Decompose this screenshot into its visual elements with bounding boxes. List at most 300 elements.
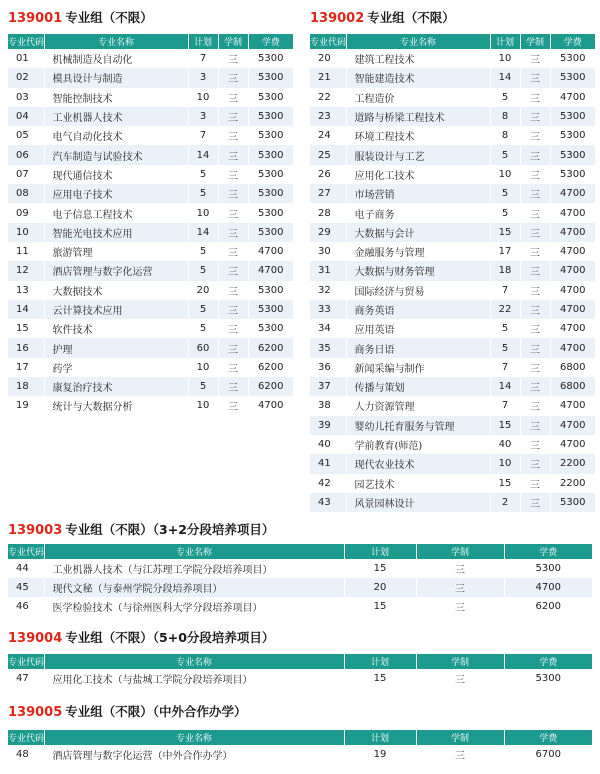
- cell-fee: 4700: [550, 281, 595, 300]
- cell-years: 三: [520, 338, 550, 357]
- cell-fee: 5300: [248, 126, 293, 145]
- col-years: 学制: [218, 34, 248, 49]
- cell-plan: 15: [490, 416, 520, 435]
- cell-fee: 6800: [550, 358, 595, 377]
- group-label: 专业组（不限）: [65, 10, 153, 25]
- cell-name: 工程造价: [346, 88, 490, 107]
- cell-years: 三: [218, 68, 248, 87]
- col-fee: 学费: [550, 34, 595, 49]
- cell-name: 学前教育(师范): [346, 435, 490, 454]
- cell-years: 三: [520, 88, 550, 107]
- cell-fee: 2200: [550, 474, 595, 493]
- cell-code: 08: [8, 184, 44, 203]
- table-row: [310, 184, 595, 203]
- cell-name: 风景园林设计: [346, 493, 490, 512]
- table-row: [8, 184, 293, 203]
- cell-plan: 17: [490, 242, 520, 261]
- cell-fee: 6200: [248, 338, 293, 357]
- cell-plan: 3: [188, 107, 218, 126]
- group-title-139001: [8, 8, 153, 28]
- cell-fee: 5300: [248, 107, 293, 126]
- cell-years: 三: [520, 165, 550, 184]
- cell-years: 三: [416, 559, 504, 578]
- cell-name: 园艺技术: [346, 474, 490, 493]
- cell-years: 三: [218, 165, 248, 184]
- table-row: [310, 416, 595, 435]
- table-row: [310, 358, 595, 377]
- cell-name: 模具设计与制造: [44, 68, 188, 87]
- group-title-139004: [8, 628, 274, 648]
- cell-plan: 5: [188, 261, 218, 280]
- cell-plan: 10: [490, 454, 520, 473]
- cell-code: 13: [8, 281, 44, 300]
- cell-code: 25: [310, 145, 346, 164]
- cell-name: 医学检验技术（与徐州医科大学分段培养项目）: [44, 597, 344, 616]
- cell-fee: 5300: [248, 145, 293, 164]
- table-row: [8, 396, 293, 415]
- cell-name: 应用化工技术（与盐城工学院分段培养项目）: [44, 669, 344, 688]
- table-139001: [8, 34, 293, 416]
- cell-fee: 6200: [504, 597, 592, 616]
- table-row: [8, 223, 293, 242]
- cell-fee: 4700: [504, 578, 592, 597]
- table-row: [310, 165, 595, 184]
- cell-name: 大数据与财务管理: [346, 261, 490, 280]
- cell-name: 酒店管理与数字化运营（中外合作办学）: [44, 745, 344, 764]
- cell-code: 24: [310, 126, 346, 145]
- cell-code: 45: [8, 578, 44, 597]
- table-body: [8, 49, 293, 416]
- cell-years: 三: [218, 145, 248, 164]
- cell-fee: 6700: [504, 745, 592, 764]
- cell-plan: 14: [490, 377, 520, 396]
- cell-plan: 40: [490, 435, 520, 454]
- cell-years: 三: [218, 88, 248, 107]
- table-139003: [8, 544, 592, 616]
- cell-fee: 4700: [248, 242, 293, 261]
- cell-plan: 8: [490, 126, 520, 145]
- cell-name: 电子信息工程技术: [44, 203, 188, 222]
- table-139005: [8, 730, 592, 764]
- cell-code: 28: [310, 203, 346, 222]
- cell-code: 31: [310, 261, 346, 280]
- cell-years: 三: [520, 223, 550, 242]
- cell-plan: 5: [490, 88, 520, 107]
- group-id: 139002: [310, 11, 365, 26]
- cell-plan: 7: [490, 281, 520, 300]
- cell-code: 05: [8, 126, 44, 145]
- cell-name: 新闻采编与制作: [346, 358, 490, 377]
- col-name: 专业名称: [44, 730, 344, 745]
- cell-plan: 15: [490, 223, 520, 242]
- cell-plan: 5: [490, 145, 520, 164]
- cell-fee: 5300: [248, 88, 293, 107]
- cell-code: 23: [310, 107, 346, 126]
- col-name: 专业名称: [44, 654, 344, 669]
- cell-code: 19: [8, 396, 44, 415]
- cell-years: 三: [218, 242, 248, 261]
- col-name: 专业名称: [346, 34, 490, 49]
- table-row: [310, 435, 595, 454]
- col-fee: 学费: [504, 730, 592, 745]
- cell-code: 47: [8, 669, 44, 688]
- table-row: [310, 203, 595, 222]
- cell-code: 17: [8, 358, 44, 377]
- cell-code: 07: [8, 165, 44, 184]
- cell-years: 三: [520, 242, 550, 261]
- cell-name: 建筑工程技术: [346, 49, 490, 68]
- cell-name: 婴幼儿托育服务与管理: [346, 416, 490, 435]
- cell-plan: 10: [188, 88, 218, 107]
- table-row: [310, 474, 595, 493]
- cell-plan: 8: [490, 107, 520, 126]
- group-id: 139003: [8, 523, 63, 538]
- cell-years: 三: [218, 319, 248, 338]
- col-plan: 计划: [344, 544, 416, 559]
- cell-years: 三: [218, 281, 248, 300]
- group-id: 139004: [8, 631, 63, 646]
- cell-years: 三: [520, 145, 550, 164]
- cell-years: 三: [416, 745, 504, 764]
- cell-name: 云计算技术应用: [44, 300, 188, 319]
- cell-plan: 5: [188, 377, 218, 396]
- col-years: 学制: [416, 730, 504, 745]
- cell-code: 33: [310, 300, 346, 319]
- table-row: [8, 300, 293, 319]
- cell-years: 三: [218, 300, 248, 319]
- cell-code: 35: [310, 338, 346, 357]
- table-row: [310, 126, 595, 145]
- cell-plan: 60: [188, 338, 218, 357]
- col-years: 学制: [416, 654, 504, 669]
- cell-code: 44: [8, 559, 44, 578]
- cell-name: 电子商务: [346, 203, 490, 222]
- cell-code: 26: [310, 165, 346, 184]
- cell-code: 27: [310, 184, 346, 203]
- cell-plan: 15: [490, 474, 520, 493]
- cell-years: 三: [520, 416, 550, 435]
- cell-code: 12: [8, 261, 44, 280]
- cell-code: 29: [310, 223, 346, 242]
- cell-fee: 4700: [550, 300, 595, 319]
- cell-name: 服装设计与工艺: [346, 145, 490, 164]
- cell-plan: 14: [188, 145, 218, 164]
- cell-name: 应用化工技术: [346, 165, 490, 184]
- cell-code: 36: [310, 358, 346, 377]
- cell-name: 康复治疗技术: [44, 377, 188, 396]
- table-row: [8, 377, 293, 396]
- cell-fee: 4700: [550, 223, 595, 242]
- cell-plan: 10: [188, 396, 218, 415]
- cell-code: 32: [310, 281, 346, 300]
- table-row: [310, 319, 595, 338]
- cell-years: 三: [218, 338, 248, 357]
- cell-name: 应用英语: [346, 319, 490, 338]
- cell-name: 药学: [44, 358, 188, 377]
- cell-name: 护理: [44, 338, 188, 357]
- cell-name: 传播与策划: [346, 377, 490, 396]
- cell-name: 现代农业技术: [346, 454, 490, 473]
- cell-name: 旅游管理: [44, 242, 188, 261]
- cell-years: 三: [520, 396, 550, 415]
- cell-name: 酒店管理与数字化运营: [44, 261, 188, 280]
- cell-fee: 5300: [550, 107, 595, 126]
- col-code: 专业代码: [8, 730, 44, 745]
- cell-name: 环境工程技术: [346, 126, 490, 145]
- cell-code: 02: [8, 68, 44, 87]
- cell-fee: 4700: [550, 416, 595, 435]
- table-row: [310, 454, 595, 473]
- table-row: [8, 281, 293, 300]
- cell-code: 11: [8, 242, 44, 261]
- group-label: 专业组（不限）（中外合作办学）: [65, 704, 247, 719]
- cell-years: 三: [520, 435, 550, 454]
- table-body: [8, 669, 592, 688]
- cell-years: 三: [218, 49, 248, 68]
- cell-fee: 4700: [550, 88, 595, 107]
- cell-name: 大数据与会计: [346, 223, 490, 242]
- cell-code: 10: [8, 223, 44, 242]
- cell-code: 20: [310, 49, 346, 68]
- table-row: [8, 578, 592, 597]
- cell-fee: 5300: [248, 319, 293, 338]
- cell-fee: 4700: [550, 184, 595, 203]
- cell-years: 三: [520, 49, 550, 68]
- table-row: [310, 300, 595, 319]
- table-row: [8, 88, 293, 107]
- col-years: 学制: [416, 544, 504, 559]
- cell-years: 三: [218, 396, 248, 415]
- cell-name: 智能控制技术: [44, 88, 188, 107]
- cell-plan: 5: [188, 319, 218, 338]
- table-row: [310, 281, 595, 300]
- group-label: 专业组（不限）（3+2分段培养项目）: [65, 522, 275, 537]
- cell-years: 三: [520, 319, 550, 338]
- cell-name: 金融服务与管理: [346, 242, 490, 261]
- cell-years: 三: [218, 184, 248, 203]
- table-row: [8, 319, 293, 338]
- cell-name: 工业机器人技术（与江苏理工学院分段培养项目）: [44, 559, 344, 578]
- cell-plan: 10: [490, 49, 520, 68]
- cell-name: 国际经济与贸易: [346, 281, 490, 300]
- col-years: 学制: [520, 34, 550, 49]
- group-label: 专业组（不限）（5+0分段培养项目）: [65, 630, 275, 645]
- col-plan: 计划: [344, 730, 416, 745]
- cell-name: 汽车制造与试验技术: [44, 145, 188, 164]
- cell-name: 人力资源管理: [346, 396, 490, 415]
- cell-code: 43: [310, 493, 346, 512]
- cell-name: 应用电子技术: [44, 184, 188, 203]
- col-plan: 计划: [490, 34, 520, 49]
- cell-fee: 4700: [550, 435, 595, 454]
- cell-fee: 5300: [248, 281, 293, 300]
- cell-plan: 14: [188, 223, 218, 242]
- cell-plan: 19: [344, 745, 416, 764]
- cell-code: 48: [8, 745, 44, 764]
- cell-fee: 6200: [248, 358, 293, 377]
- cell-fee: 5300: [248, 223, 293, 242]
- cell-plan: 14: [490, 68, 520, 87]
- table-row: [8, 597, 592, 616]
- table-row: [8, 358, 293, 377]
- table-body: [310, 49, 595, 512]
- cell-code: 16: [8, 338, 44, 357]
- cell-code: 15: [8, 319, 44, 338]
- cell-code: 21: [310, 68, 346, 87]
- cell-years: 三: [520, 184, 550, 203]
- cell-code: 09: [8, 203, 44, 222]
- cell-years: 三: [520, 300, 550, 319]
- table-row: [8, 126, 293, 145]
- cell-fee: 5300: [550, 126, 595, 145]
- cell-plan: 5: [490, 338, 520, 357]
- cell-years: 三: [218, 358, 248, 377]
- cell-years: 三: [520, 281, 550, 300]
- col-code: 专业代码: [310, 34, 346, 49]
- table-row: [8, 165, 293, 184]
- col-fee: 学费: [504, 654, 592, 669]
- cell-plan: 22: [490, 300, 520, 319]
- cell-fee: 5300: [504, 669, 592, 688]
- cell-plan: 7: [490, 396, 520, 415]
- cell-years: 三: [218, 107, 248, 126]
- cell-plan: 18: [490, 261, 520, 280]
- cell-code: 30: [310, 242, 346, 261]
- group-id: 139001: [8, 11, 63, 26]
- cell-code: 42: [310, 474, 346, 493]
- cell-plan: 7: [188, 49, 218, 68]
- cell-years: 三: [416, 578, 504, 597]
- cell-years: 三: [520, 493, 550, 512]
- cell-plan: 7: [188, 126, 218, 145]
- table-row: [8, 107, 293, 126]
- cell-fee: 5300: [248, 300, 293, 319]
- cell-code: 14: [8, 300, 44, 319]
- group-id: 139005: [8, 705, 63, 720]
- col-name: 专业名称: [44, 544, 344, 559]
- cell-fee: 5300: [550, 165, 595, 184]
- cell-plan: 5: [490, 184, 520, 203]
- cell-years: 三: [520, 107, 550, 126]
- cell-name: 统计与大数据分析: [44, 396, 188, 415]
- cell-code: 04: [8, 107, 44, 126]
- cell-fee: 4700: [550, 261, 595, 280]
- cell-years: 三: [520, 377, 550, 396]
- cell-fee: 4700: [550, 338, 595, 357]
- table-row: [8, 145, 293, 164]
- cell-plan: 20: [344, 578, 416, 597]
- cell-years: 三: [416, 669, 504, 688]
- cell-years: 三: [218, 377, 248, 396]
- cell-years: 三: [218, 261, 248, 280]
- table-row: [310, 223, 595, 242]
- cell-years: 三: [520, 454, 550, 473]
- cell-name: 商务日语: [346, 338, 490, 357]
- cell-years: 三: [520, 261, 550, 280]
- cell-code: 46: [8, 597, 44, 616]
- table-row: [310, 261, 595, 280]
- table-row: [8, 669, 592, 688]
- cell-fee: 5300: [550, 49, 595, 68]
- cell-name: 现代通信技术: [44, 165, 188, 184]
- cell-name: 市场营销: [346, 184, 490, 203]
- cell-code: 03: [8, 88, 44, 107]
- table-row: [310, 107, 595, 126]
- table-row: [310, 377, 595, 396]
- cell-name: 大数据技术: [44, 281, 188, 300]
- cell-code: 41: [310, 454, 346, 473]
- cell-code: 39: [310, 416, 346, 435]
- cell-name: 现代文秘（与泰州学院分段培养项目）: [44, 578, 344, 597]
- table-row: [310, 242, 595, 261]
- cell-plan: 15: [344, 597, 416, 616]
- cell-plan: 10: [490, 165, 520, 184]
- col-code: 专业代码: [8, 654, 44, 669]
- cell-fee: 4700: [550, 203, 595, 222]
- col-fee: 学费: [504, 544, 592, 559]
- cell-fee: 6200: [248, 377, 293, 396]
- cell-plan: 5: [188, 242, 218, 261]
- cell-years: 三: [520, 203, 550, 222]
- table-row: [8, 338, 293, 357]
- col-code: 专业代码: [8, 544, 44, 559]
- cell-fee: 5300: [550, 493, 595, 512]
- cell-fee: 4700: [248, 396, 293, 415]
- cell-fee: 2200: [550, 454, 595, 473]
- group-title-139003: [8, 520, 274, 540]
- cell-name: 工业机器人技术: [44, 107, 188, 126]
- cell-fee: 4700: [248, 261, 293, 280]
- table-row: [8, 68, 293, 87]
- cell-code: 37: [310, 377, 346, 396]
- table-body: [8, 745, 592, 764]
- group-title-139005: [8, 702, 247, 722]
- table-row: [310, 493, 595, 512]
- cell-name: 软件技术: [44, 319, 188, 338]
- cell-name: 智能建造技术: [346, 68, 490, 87]
- cell-name: 机械制造及自动化: [44, 49, 188, 68]
- cell-years: 三: [218, 203, 248, 222]
- cell-fee: 5300: [550, 145, 595, 164]
- cell-years: 三: [520, 126, 550, 145]
- cell-plan: 15: [344, 559, 416, 578]
- cell-plan: 5: [188, 184, 218, 203]
- table-body: [8, 559, 592, 616]
- table-139002: [310, 34, 595, 512]
- col-fee: 学费: [248, 34, 293, 49]
- cell-plan: 20: [188, 281, 218, 300]
- cell-plan: 7: [490, 358, 520, 377]
- cell-plan: 5: [490, 319, 520, 338]
- table-row: [8, 745, 592, 764]
- cell-code: 40: [310, 435, 346, 454]
- cell-fee: 4700: [550, 242, 595, 261]
- cell-years: 三: [218, 223, 248, 242]
- table-row: [310, 338, 595, 357]
- table-139004: [8, 654, 592, 688]
- cell-fee: 5300: [248, 184, 293, 203]
- cell-fee: 5300: [248, 68, 293, 87]
- cell-plan: 15: [344, 669, 416, 688]
- table-row: [8, 261, 293, 280]
- col-code: 专业代码: [8, 34, 44, 49]
- cell-name: 商务英语: [346, 300, 490, 319]
- cell-years: 三: [218, 126, 248, 145]
- cell-plan: 5: [490, 203, 520, 222]
- cell-plan: 10: [188, 358, 218, 377]
- cell-plan: 5: [188, 300, 218, 319]
- table-row: [310, 145, 595, 164]
